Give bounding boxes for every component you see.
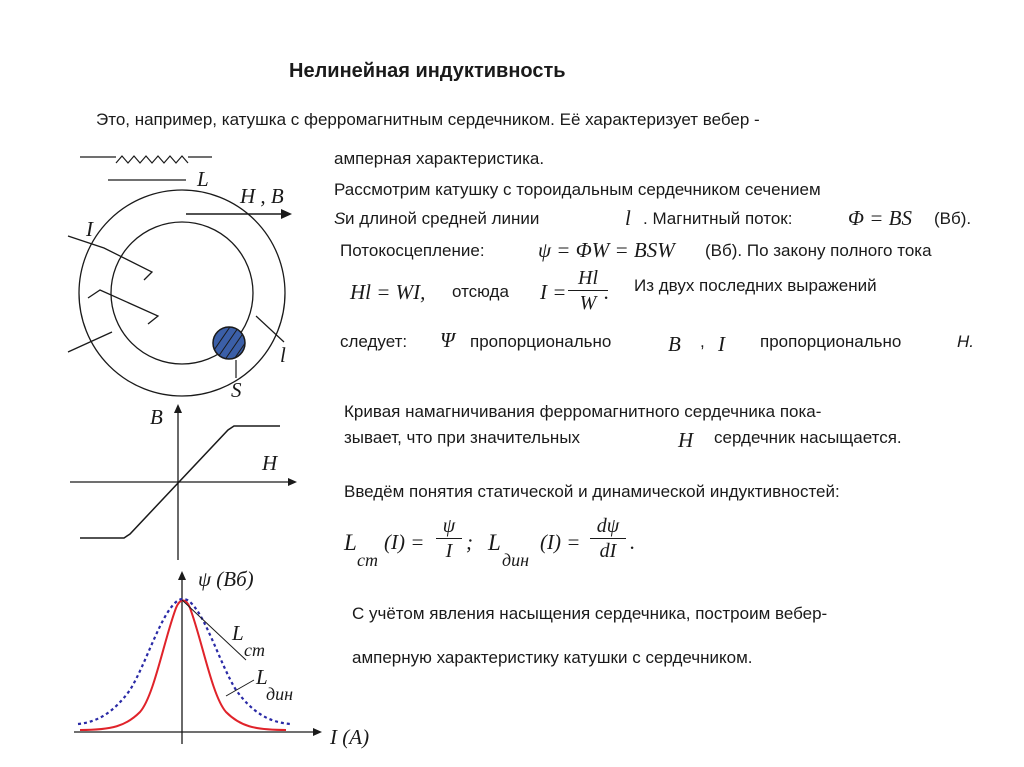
- current-fraction-denominator: W: [579, 292, 597, 314]
- hb-label: H , B: [240, 184, 284, 208]
- ampere-formula: Hl = WI,: [350, 280, 426, 304]
- flux-formula: Φ = BS: [848, 206, 912, 230]
- mean-line-length-symbol: l: [625, 206, 631, 230]
- ldin-formula-sub: дин: [502, 550, 530, 570]
- bh-label-B: B: [150, 405, 163, 429]
- toroid-line-2c: . Магнитный поток:: [643, 209, 793, 228]
- weber-lst-sub: ст: [244, 640, 265, 660]
- curve-line-2b: сердечник насыщается.: [714, 428, 902, 447]
- curve-line-2a: зывает, что при значительных: [344, 428, 581, 447]
- proportional-text-2: пропорционально: [760, 332, 902, 351]
- weber-ldin-L: L: [256, 665, 268, 689]
- bh-axis-arrow-y: [174, 404, 182, 413]
- ldin-fraction-numerator: dψ: [590, 514, 626, 539]
- toroid-outer-circle: [79, 190, 285, 396]
- section-label-S: S: [231, 378, 242, 402]
- inductor-symbol: [80, 156, 212, 180]
- hence-text: отсюда: [452, 282, 509, 301]
- lst-formula-end: ;: [466, 530, 473, 554]
- ldin-fraction-denominator: dI: [599, 540, 617, 562]
- intro-line-2: амперная характеристика.: [334, 149, 545, 168]
- current-formula-dot: .: [604, 280, 610, 304]
- weber-lst-L: L: [232, 621, 244, 645]
- weber-axis-arrow-y: [178, 571, 186, 580]
- weber-axis-arrow-x: [313, 728, 322, 736]
- introduce-line: Введём понятия статической и динамической индуктивностей:: [344, 482, 840, 501]
- weber-axes: [74, 578, 316, 744]
- weber-x-label: I (A): [330, 725, 370, 749]
- linkage-label: Потокосцепление:: [340, 241, 485, 260]
- current-formula-lhs: I =: [540, 280, 567, 304]
- intro-line-1: Это, например, катушка с ферромагнитным сердечником. Её характеризует вебер -: [96, 110, 760, 129]
- lst-formula-arg: (I) =: [384, 530, 425, 554]
- h-symbol: H: [678, 428, 694, 452]
- follows-text: следует:: [340, 332, 408, 351]
- current-label-I: I: [86, 217, 93, 241]
- proportional-h: H.: [957, 332, 974, 351]
- ldin-formula-arg: (I) =: [540, 530, 581, 554]
- proportional-text-1: пропорционально: [470, 332, 612, 351]
- psi-symbol: Ψ: [440, 328, 455, 352]
- lst-fraction-numerator: ψ: [436, 514, 462, 539]
- linkage-text: (Вб). По закону полного тока: [705, 241, 932, 260]
- i-symbol: I: [718, 332, 725, 356]
- saturation-line-1: С учётом явления насыщения сердечника, построим вебер-: [352, 604, 828, 623]
- toroid-line-2a: S: [334, 209, 346, 228]
- saturation-line-2: амперную характеристику катушки с сердечником.: [352, 648, 753, 667]
- winding-leads: [68, 236, 158, 352]
- toroid-line-2b: и длиной средней линии: [345, 209, 540, 228]
- from-two-text: Из двух последних выражений: [634, 276, 877, 295]
- toroid-line-1: Рассмотрим катушку с тороидальным сердечником сечением: [334, 180, 821, 199]
- ldin-formula-end: .: [630, 530, 636, 554]
- mean-line-pointer: [256, 316, 284, 342]
- lst-fraction-denominator: I: [445, 540, 453, 562]
- weber-y-label: ψ (Вб): [198, 567, 254, 591]
- lst-formula-sub: ст: [357, 550, 378, 570]
- page-title: Нелинейная индуктивность: [289, 60, 566, 82]
- current-fraction-numerator: Hl: [568, 266, 608, 291]
- comma-text: ,: [700, 332, 705, 351]
- linkage-formula: ψ = ΦW = BSW: [538, 238, 675, 262]
- bh-label-H: H: [262, 451, 278, 475]
- ldin-formula-L: L: [488, 530, 501, 555]
- bh-axis-arrow-x: [288, 478, 297, 486]
- weber-ldin-sub: дин: [266, 684, 294, 704]
- toroid-line-2d: (Вб).: [934, 209, 972, 228]
- curve-line-1: Кривая намагничивания ферромагнитного сердечника пока-: [344, 402, 822, 421]
- b-symbol: B: [668, 332, 681, 356]
- lst-formula-L: L: [344, 530, 357, 555]
- weber-curve-blue-dotted: [78, 599, 290, 724]
- inductor-label-L: L: [197, 167, 209, 191]
- mean-line-label: l: [280, 343, 286, 367]
- hb-arrow: [186, 209, 292, 219]
